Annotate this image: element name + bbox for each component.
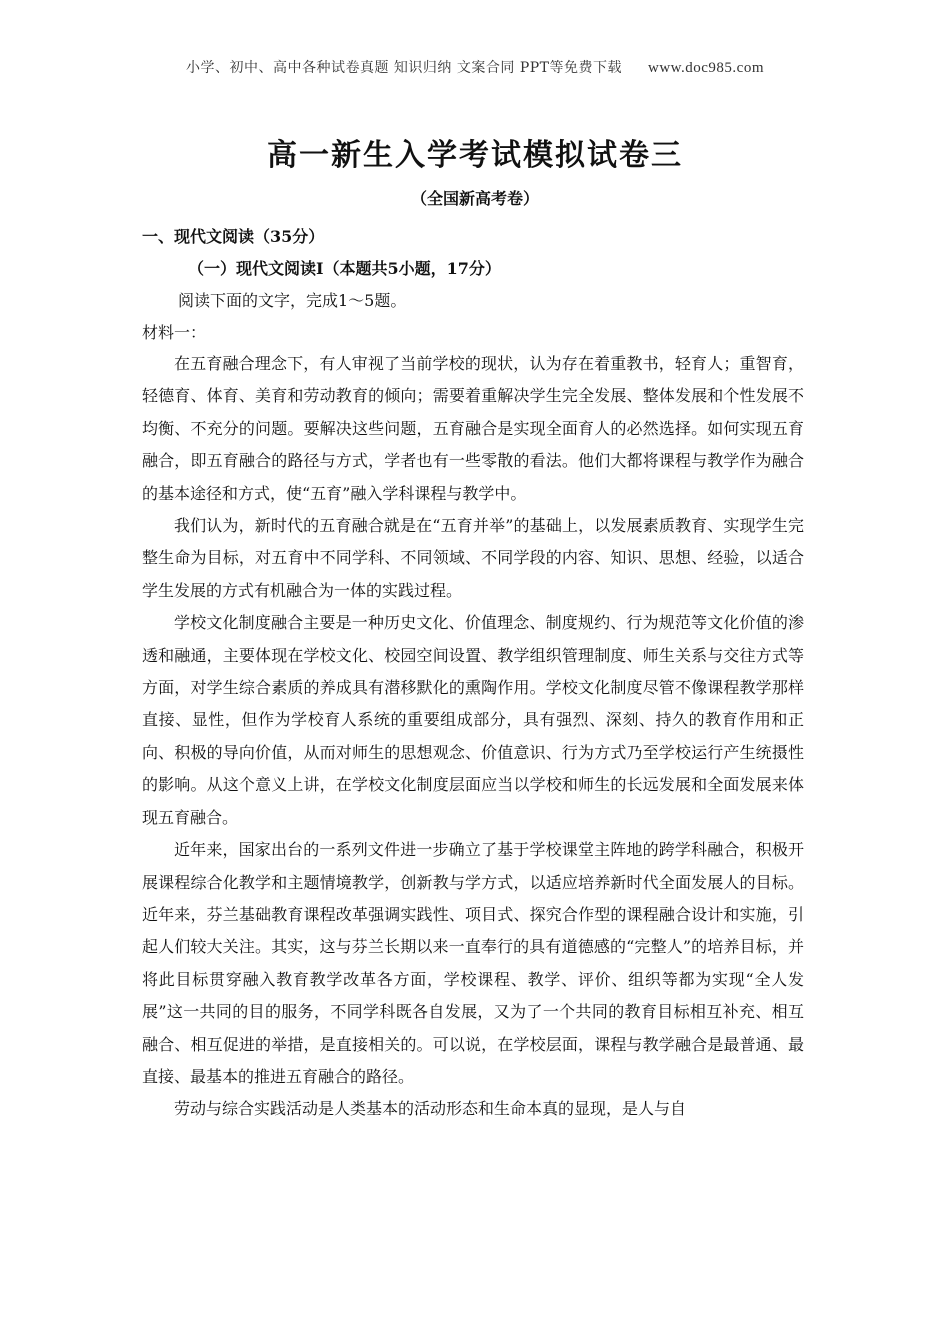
paragraph: 劳动与综合实践活动是人类基本的活动形态和生命本真的显现，是人与自 <box>174 1099 687 1119</box>
reading-passage <box>142 348 804 1126</box>
instruction-text: 阅读下面的文字，完成1～5题。 <box>178 291 407 310</box>
sub-heading: （一）现代文阅读Ⅰ（本题共5小题，17分） <box>188 259 501 278</box>
paragraph: 近年来，国家出台的一系列文件进一步确立了基于学校课堂主阵地的跨学科融合，积极开展课程综合化教学和主题情境教学，创新教与学方式，以适应培养新时代全面发展人的目标。近年来，芬兰基础教育课程改革强调实践性、项目式、探究合作型的课程融合设计和实施，引起人们较大关注。其实，这与芬兰长期以来一直奉行的具有道德感的“完整人”的培养目标，并将此目标贯穿融入教育教学改革各方面，学校课程、教学、评价、组织等都为实现“全人发展”这一共同的目的服务，不同学科既各自发展，又为了一个共同的教育目标相互补充、相互融合、相互促进的举措，是直接相关的。可以说，在学校层面，课程与教学融合是最普通、最直接、最基本的推进五育融合的路径。 <box>142 840 804 1086</box>
page-subtitle: （全国新高考卷） <box>410 189 539 208</box>
paragraph: 在五育融合理念下，有人审视了当前学校的现状，认为存在着重教书，轻育人；重智育，轻德育、体育、美育和劳动教育的倾向；需要着重解决学生完全发展、整体发展和个性发展不均衡、不充分的问题。要解决这些问题，五育融合是实现全面育人的必然选择。如何实现五育融合，即五育融合的路径与方式，学者也有一些零散的看法。他们大都将课程与教学作为融合的基本途径和方式，使“五育”融入学科课程与教学中。 <box>142 354 804 503</box>
banner-text: 小学、初中、高中各种试卷真题 知识归纳 文案合同 PPT等免费下载 <box>185 60 622 76</box>
page-title: 高一新生入学考试模拟试卷三 <box>267 138 683 173</box>
section-heading: 一、现代文阅读（35分） <box>142 227 325 246</box>
header-banner <box>0 57 950 77</box>
paragraph: 我们认为，新时代的五育融合就是在“五育并举”的基础上，以发展素质教育、实现学生完整生命为目标，对五育中不同学科、不同领域、不同学段的内容、知识、思想、经验，以适合学生发展的方式有机融合为一体的实践过程。 <box>142 516 804 600</box>
material-label: 材料一： <box>142 323 207 342</box>
site-link[interactable]: www.doc985.com <box>648 60 765 76</box>
paragraph: 学校文化制度融合主要是一种历史文化、价值理念、制度规约、行为规范等文化价值的渗透和融通，主要体现在学校文化、校园空间设置、教学组织管理制度、师生关系与交往方式等方面，对学生综合素质的养成具有潜移默化的熏陶作用。学校文化制度尽管不像课程教学那样直接、显性，但作为学校育人系统的重要组成部分，具有强烈、深刻、持久的教育作用和正向、积极的导向价值，从而对师生的思想观念、价值意识、行为方式乃至学校运行产生统摄性的影响。从这个意义上讲，在学校文化制度层面应当以学校和师生的长远发展和全面发展来体现五育融合。 <box>142 613 804 827</box>
